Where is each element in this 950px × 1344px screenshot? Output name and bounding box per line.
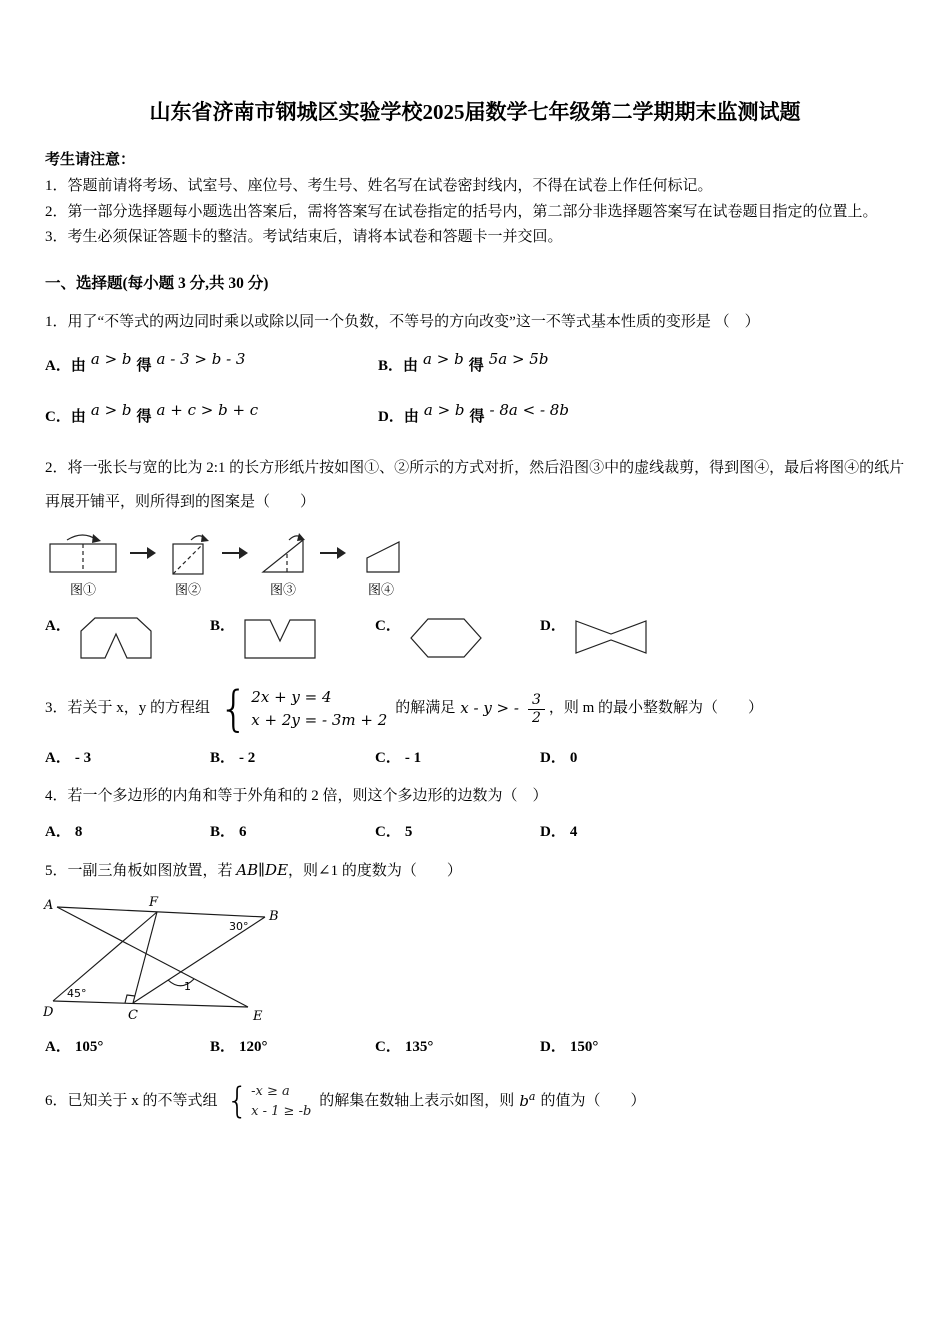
fold-step-3-figure bbox=[257, 528, 309, 578]
fold-step-2-figure bbox=[165, 528, 211, 578]
math-expression: 5a > 5b bbox=[488, 350, 549, 369]
option-text: 得 bbox=[136, 358, 152, 375]
option-text: 由 bbox=[70, 409, 86, 426]
point-label-F: F bbox=[149, 895, 159, 911]
q2-option-B bbox=[210, 614, 375, 662]
q2-option-A bbox=[45, 614, 210, 662]
inequality-1: -x ≥ a bbox=[251, 1084, 290, 1100]
question-2 bbox=[45, 452, 905, 662]
q4-option-C bbox=[375, 820, 540, 841]
math-expression: a > b bbox=[423, 350, 464, 369]
q2-option-D-shape bbox=[574, 614, 648, 662]
q2-option-C-shape bbox=[409, 614, 483, 662]
option-label: B． bbox=[210, 750, 236, 767]
exponent: a bbox=[528, 1090, 536, 1104]
fraction-numerator: 3 bbox=[528, 692, 545, 710]
option-label: D． bbox=[378, 409, 404, 426]
option-label: A． bbox=[45, 1039, 71, 1056]
option-label: D． bbox=[540, 617, 566, 634]
angle-30-label: 30° bbox=[229, 920, 249, 934]
math-expression: a + c > b + c bbox=[156, 401, 259, 420]
option-value: 105° bbox=[74, 1039, 104, 1056]
question-3 bbox=[45, 679, 905, 768]
point-label-C: C bbox=[128, 1008, 138, 1024]
brace-glyph: { bbox=[219, 679, 249, 737]
option-label: C． bbox=[45, 409, 71, 426]
option-label: C． bbox=[375, 750, 401, 767]
question-5 bbox=[45, 857, 905, 1056]
question-4 bbox=[45, 783, 905, 841]
q1-option-A bbox=[45, 350, 378, 375]
q5-option-D bbox=[540, 1035, 705, 1056]
inequality-system bbox=[227, 1082, 312, 1121]
arrow-right-icon bbox=[128, 543, 158, 563]
option-label: B． bbox=[210, 1039, 236, 1056]
q2-option-A-shape bbox=[79, 614, 153, 662]
stem-text: 6．已知关于 x 的不等式组 bbox=[45, 1092, 218, 1109]
q1-option-D bbox=[378, 401, 711, 426]
fold-step-4 bbox=[355, 528, 407, 598]
inequality-2: x - 1 ≥ -b bbox=[251, 1103, 312, 1119]
q5-option-B bbox=[210, 1035, 375, 1056]
fold-step-1-figure bbox=[47, 528, 119, 578]
point-label-D: D bbox=[43, 1005, 54, 1021]
page-title: 山东省济南市钢城区实验学校2025届数学七年级第二学期期末监测试题 bbox=[149, 100, 801, 124]
q4-option-B bbox=[210, 820, 375, 841]
notice-item-2: 2．第一部分选择题每小题选出答案后，需将答案写在试卷指定的括号内，第二部分非选择题答案写在试卷题目指定的位置上。 bbox=[45, 203, 878, 220]
notice-item-3: 3．考生必须保证答题卡的整洁。考试结束后，请将本试卷和答题卡一并交回。 bbox=[45, 229, 563, 246]
option-label: D． bbox=[540, 824, 566, 841]
inequalities bbox=[251, 1082, 311, 1121]
stem-text: 的解集在数轴上表示如图，则 bbox=[319, 1092, 515, 1109]
option-label: C． bbox=[375, 824, 401, 841]
option-text: 由 bbox=[403, 409, 419, 426]
question-6 bbox=[45, 1082, 905, 1121]
fold-step-3 bbox=[257, 528, 309, 598]
q1-option-C bbox=[45, 401, 378, 426]
notice-heading: 考生请注意： bbox=[45, 152, 136, 168]
q4-option-D bbox=[540, 820, 705, 841]
figure-label: 图② bbox=[174, 581, 201, 597]
point-label-A: A bbox=[44, 898, 54, 914]
q3-option-D bbox=[540, 746, 705, 767]
option-value: 0 bbox=[569, 750, 578, 767]
angle-45-label: 45° bbox=[67, 987, 87, 1001]
fraction-denominator: 2 bbox=[531, 709, 541, 726]
arrow-right-icon bbox=[318, 543, 348, 563]
option-value: 135° bbox=[404, 1039, 434, 1056]
notice-block bbox=[45, 148, 905, 251]
stem-text: ，则 m 的最小整数解为（ ） bbox=[548, 700, 764, 717]
option-label: D． bbox=[540, 1039, 566, 1056]
q2-fold-figures bbox=[47, 528, 905, 598]
q1-option-B bbox=[378, 350, 711, 375]
stem-text: 的解满足 bbox=[395, 700, 456, 717]
stem-text: 的值为（ ） bbox=[540, 1092, 646, 1109]
point-label-B: B bbox=[269, 909, 279, 925]
q3-option-C bbox=[375, 746, 540, 767]
question-1-options-row-2 bbox=[45, 401, 905, 426]
option-text: 得 bbox=[468, 358, 484, 375]
option-value: 120° bbox=[239, 1039, 268, 1056]
math-expression: a > b bbox=[423, 401, 465, 420]
q2-option-B-shape bbox=[243, 614, 317, 662]
section-heading: 一、选择题(每小题 3 分,共 30 分) bbox=[45, 275, 269, 293]
fold-step-1 bbox=[47, 528, 119, 598]
q3-option-A bbox=[45, 746, 210, 767]
option-value: - 1 bbox=[404, 750, 422, 767]
math-expression: AB∥DE bbox=[236, 861, 289, 880]
option-value: 5 bbox=[404, 824, 413, 841]
point-label-E: E bbox=[253, 1009, 263, 1025]
fold-step-2 bbox=[165, 528, 211, 598]
option-value: 8 bbox=[74, 824, 83, 841]
equation-1: 2x + y = 4 bbox=[251, 687, 332, 706]
stem-text: 5．一副三角板如图放置，若 bbox=[45, 863, 237, 880]
q2-option-D bbox=[540, 614, 705, 662]
option-text: 由 bbox=[403, 358, 419, 375]
question-2-options bbox=[45, 614, 905, 662]
option-value: 4 bbox=[569, 824, 578, 841]
figure-label: 图③ bbox=[269, 581, 296, 597]
equations bbox=[251, 686, 387, 733]
option-label: A． bbox=[45, 824, 71, 841]
q2-option-C bbox=[375, 614, 540, 662]
option-label: A． bbox=[45, 617, 71, 634]
math-expression: a > b bbox=[90, 350, 132, 369]
question-4-options bbox=[45, 820, 905, 841]
option-value: - 3 bbox=[74, 750, 92, 767]
equation-system bbox=[219, 679, 388, 737]
question-3-options bbox=[45, 746, 905, 767]
equation-2: x + 2y = - 3m + 2 bbox=[251, 710, 388, 729]
question-1 bbox=[45, 309, 905, 426]
option-label: B． bbox=[378, 358, 404, 375]
option-value: - 2 bbox=[239, 750, 256, 767]
stem-text: ，则∠1 的度数为（ ） bbox=[288, 863, 462, 880]
question-5-options bbox=[45, 1035, 905, 1056]
option-value: 150° bbox=[569, 1039, 599, 1056]
q3-option-B bbox=[210, 746, 375, 767]
triangle-rulers-figure bbox=[43, 895, 288, 1025]
figure-label: 图① bbox=[69, 581, 96, 597]
q5-option-A bbox=[45, 1035, 210, 1056]
angle-1-label: 1 bbox=[184, 980, 191, 994]
figure-label: 图④ bbox=[367, 581, 394, 597]
option-label: C． bbox=[375, 617, 401, 634]
question-6-stem bbox=[45, 1082, 905, 1121]
option-text: 得 bbox=[136, 409, 152, 426]
math-expression: a > b bbox=[90, 401, 132, 420]
question-1-stem: 1．用了“不等式的两边同时乘以或除以同一个负数，不等号的方向改变”这一不等式基本性质的变形是 （ ） bbox=[45, 314, 760, 331]
fraction bbox=[528, 692, 545, 726]
question-4-stem: 4．若一个多边形的内角和等于外角和的 2 倍，则这个多边形的边数为（ ） bbox=[45, 788, 548, 805]
question-5-stem bbox=[45, 857, 905, 885]
brace-glyph: { bbox=[226, 1080, 249, 1123]
arrow-right-icon bbox=[220, 543, 250, 563]
q4-option-A bbox=[45, 820, 210, 841]
base: b bbox=[519, 1092, 529, 1111]
question-2-stem: 2．将一张长与宽的比为 2:1 的长方形纸片按如图①、②所示的方式对折，然后沿图③中的虚线裁剪，得到图④，最后将图④的纸片再展开铺平，则所得到的图案是（ ） bbox=[45, 460, 905, 510]
q5-option-C bbox=[375, 1035, 540, 1056]
math-expression bbox=[519, 1090, 535, 1113]
option-label: C． bbox=[375, 1039, 401, 1056]
question-1-options-row-1 bbox=[45, 350, 905, 375]
option-label: D． bbox=[540, 750, 566, 767]
option-label: B． bbox=[210, 617, 236, 634]
fold-step-4-figure bbox=[355, 528, 407, 578]
notice-item-1: 1．答题前请将考场、试室号、座位号、考生号、姓名写在试卷密封线内，不得在试卷上作任何标记。 bbox=[45, 177, 713, 194]
math-expression: x - y > - bbox=[460, 699, 519, 718]
stem-text: 3．若关于 x，y 的方程组 bbox=[45, 700, 211, 717]
question-3-stem bbox=[45, 679, 905, 737]
option-label: A． bbox=[45, 750, 71, 767]
option-label: A． bbox=[45, 358, 71, 375]
math-expression: a - 3 > b - 3 bbox=[156, 350, 246, 369]
option-text: 得 bbox=[469, 409, 485, 426]
math-expression: - 8a < - 8b bbox=[489, 401, 569, 420]
option-text: 由 bbox=[70, 358, 86, 375]
option-label: B． bbox=[210, 824, 236, 841]
option-value: 6 bbox=[239, 824, 247, 841]
